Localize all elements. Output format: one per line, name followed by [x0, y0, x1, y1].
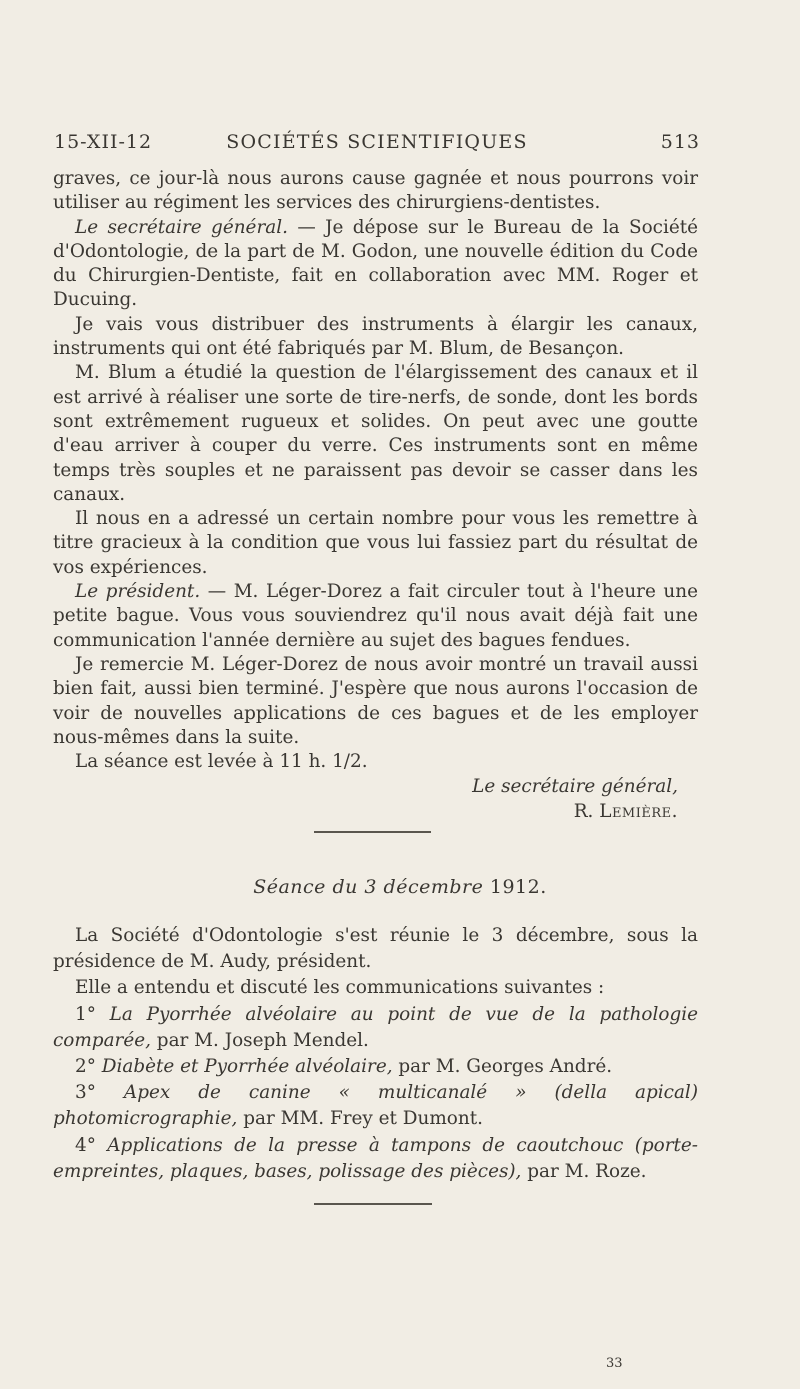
minutes-text [53, 167, 698, 824]
paragraph: graves, ce jour-là nous aurons cause gagnée et nous pourrons voir utiliser au régiment les services des chirurgiens-dentistes. [53, 168, 698, 214]
paragraph: Il nous en a adressé un certain nombre pour vous les remettre à titre gracieux à la condition que vous lui fassiez part du résultat de vos expériences. [53, 508, 698, 578]
section-title-year: 1912. [483, 876, 547, 898]
signature-initial: R. [573, 801, 600, 823]
paragraph [53, 216, 698, 313]
list-item [53, 1080, 698, 1132]
signature-surname: Lemière. [599, 801, 678, 823]
item-author: par MM. Frey et Dumont. [237, 1108, 483, 1130]
section-title [0, 876, 800, 898]
item-number: 3° [75, 1082, 124, 1104]
speaker-label: Le président. [75, 581, 201, 603]
paragraph: M. Blum a étudié la question de l'élargissement des canaux et il est arrivé à réaliser une sorte de tire-nerfs, de sonde, dont les bords sont extrêmement rugueux et solides. On peut avec une goutte d'eau arriver à couper du verre. Ces instruments sont en même temps très souples et ne paraissent pas devoir se casser dans les canaux. [53, 362, 698, 505]
signature-block [53, 774, 678, 824]
speaker-label: Le secrétaire général. [75, 216, 288, 238]
paragraph: Je vais vous distribuer des instruments à élargir les canaux, instruments qui ont été fabriqués par M. Blum, de Besançon. [53, 313, 698, 360]
item-author: par M. Roze. [521, 1160, 647, 1182]
signature-mark: 33 [606, 1356, 623, 1371]
header-title: SOCIÉTÉS SCIENTIFIQUES [226, 131, 528, 153]
speech-text: — Je dépose sur le Bureau de la Société d'Odontologie, de la part de M. Godon, une nouvelle édition du Code du Chirurgien-Dentiste, fait en collaboration avec MM. Roger et Ducuing. [53, 216, 698, 311]
item-title: Apex de canine « multicanalé » (della apical) photomicrographie, [53, 1082, 698, 1130]
paragraph: La séance est levée à 11 h. 1/2. [75, 751, 368, 773]
item-author: par M. Joseph Mendel. [150, 1029, 369, 1051]
item-title: Diabète et Pyorrhée alvéolaire, [101, 1056, 393, 1078]
section-divider [314, 1203, 432, 1205]
item-title: La Pyorrhée alvéolaire au point de vue de la pathologie comparée, [53, 1003, 698, 1051]
item-number: 1° [75, 1003, 110, 1025]
paragraph: Elle a entendu et discuté les communications suivantes : [75, 977, 605, 999]
list-item [53, 1002, 698, 1054]
signature-name [53, 799, 678, 824]
section-divider [314, 831, 431, 833]
list-item [53, 1054, 698, 1080]
page-number: 513 [660, 131, 700, 153]
list-item [53, 1133, 698, 1185]
paragraph [53, 580, 698, 653]
item-author: par M. Georges André. [392, 1056, 613, 1078]
speech-text: — M. Léger-Dorez a fait circuler tout à l'heure une petite bague. Vous vous souviendrez qu'il nous avait déjà fait une communication l'année dernière au sujet des bagues fendues. [53, 581, 698, 651]
paragraph: La Société d'Odontologie s'est réunie le 3 décembre, sous la présidence de M. Audy, président. [53, 925, 698, 973]
paragraph: Je remercie M. Léger-Dorez de nous avoir montré un travail aussi bien fait, aussi bien terminé. J'espère que nous aurons l'occasion de voir de nouvelles applications de ces bagues et de les employer nous-mêmes dans la suite. [53, 653, 698, 748]
signature-role: Le secrétaire général, [472, 776, 678, 798]
session-text [53, 923, 698, 1185]
item-title: Applications de la presse à tampons de caoutchouc (porte-empreintes, plaques, bases, polissage des pièces), [53, 1134, 698, 1182]
item-number: 2° [75, 1056, 102, 1078]
header-date: 15-XII-12 [54, 131, 153, 153]
running-head [54, 131, 700, 159]
section-title-text: Séance du 3 décembre [253, 876, 484, 898]
item-number: 4° [75, 1134, 108, 1156]
